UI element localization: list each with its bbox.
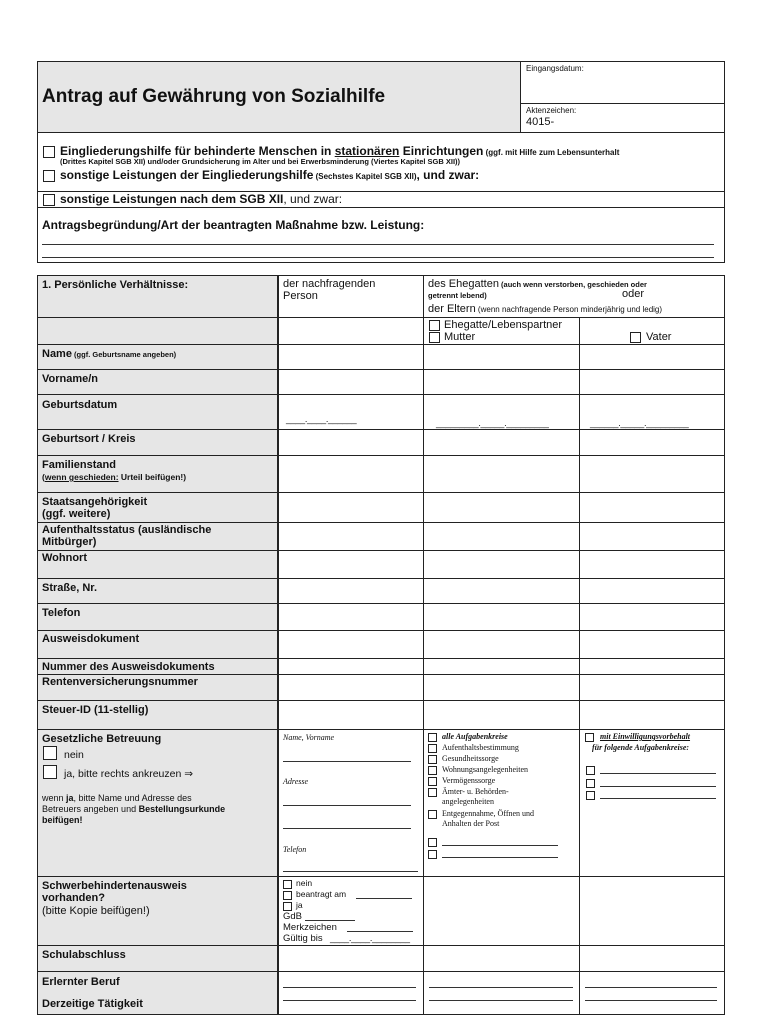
einwilligung-line-1[interactable] (600, 773, 716, 774)
begruendung-line-1[interactable] (42, 244, 714, 245)
schwer-gueltig-field[interactable]: ____.____.________ (330, 933, 410, 943)
schwer-beantragt-checkbox[interactable] (283, 891, 292, 900)
geburtsdatum-person-field[interactable]: ____.____.______ (286, 414, 357, 424)
aufgabe-label-4: Vermögenssorge (442, 776, 496, 785)
aufgabe-label-6: Entgegennahme, Öffnen und (442, 809, 535, 818)
betreuer-adresse-line-2[interactable] (283, 828, 411, 829)
row-staats-label-2: (ggf. weitere) (42, 508, 111, 520)
aufgabe-label-5b: angelegenheiten (442, 797, 494, 806)
row-familienstand-label: Familienstand (42, 459, 116, 471)
row-rente-label: Rentenversicherungsnummer (42, 676, 198, 688)
einwilligung-checkbox-3[interactable] (586, 791, 595, 800)
row-staats-label: Staatsangehörigkeit (42, 496, 148, 508)
einwilligung-line-2[interactable] (600, 786, 716, 787)
betreuer-telefon-line[interactable] (283, 871, 418, 872)
aufgabe-label-5: Ämter- u. Behörden- (442, 787, 509, 796)
col-person-label: der nachfragenden (283, 278, 376, 290)
schwer-ja-checkbox[interactable] (283, 902, 292, 911)
schwer-nein-label: nein (296, 878, 313, 888)
aufgabe-checkbox-2[interactable] (428, 755, 437, 764)
einwilligung-checkbox-2[interactable] (586, 779, 595, 788)
beruf-line-person[interactable] (283, 987, 416, 988)
row-beruf-label: Erlernter Beruf (42, 976, 120, 988)
col-eltern-label: der Eltern (428, 303, 476, 315)
mutter-checkbox[interactable] (429, 332, 440, 343)
betreuer-telefon-label: Telefon (283, 845, 307, 854)
vater-checkbox[interactable] (630, 332, 641, 343)
schwer-title-3: (bitte Kopie beifügen!) (42, 905, 150, 917)
schwer-ja-label: ja (296, 900, 303, 910)
aufgabe-checkbox-4[interactable] (428, 777, 437, 786)
row-steuer-label: Steuer-ID (11-stellig) (42, 704, 149, 716)
row-name-note: (ggf. Geburtsname angeben) (71, 350, 177, 359)
row-aufenthalt-label: Aufenthaltsstatus (ausländische (42, 524, 212, 536)
option-stationaer-label-b: Einrichtungen (399, 144, 484, 158)
einwilligung-label: mit Einwilligungsvorbehalt (600, 732, 691, 741)
betreuung-nein-label: nein (64, 749, 84, 761)
row-ausweis-label: Ausweisdokument (42, 633, 140, 645)
vater-label: Vater (646, 331, 672, 343)
schwer-title: Schwerbehindertenausweis (42, 880, 187, 892)
schwer-nein-checkbox[interactable] (283, 880, 292, 889)
betreuung-hint3: beifügen! (42, 815, 83, 825)
row-vorname-label: Vorname/n (42, 373, 99, 385)
einwilligung-checkbox[interactable] (585, 733, 594, 742)
option-stationaer-label: Eingliederungshilfe für behinderte Menschen in (60, 144, 335, 158)
taetig-line-person[interactable] (283, 1000, 416, 1001)
mutter-label: Mutter (444, 331, 476, 343)
einwilligung-checkbox-1[interactable] (586, 766, 595, 775)
betreuung-nein-checkbox[interactable] (43, 746, 57, 760)
col-ehegatte-label: des Ehegatten (428, 278, 499, 290)
alle-aufgaben-label: alle Aufgabenkreise (442, 732, 508, 741)
aufgabe-checkbox-3[interactable] (428, 766, 437, 775)
betreuung-hint-b: ja (66, 793, 74, 803)
row-strasse-label: Straße, Nr. (42, 582, 98, 594)
aufgabe-checkbox-6[interactable] (428, 810, 437, 819)
begruendung-label: Antragsbegründung/Art der beantragten Maßnahme bzw. Leistung: (42, 218, 425, 232)
option-sgb12-tail: , und zwar: (283, 192, 343, 206)
aufgabe-checkbox-7[interactable] (428, 838, 437, 847)
row-name-label: Name (42, 348, 72, 360)
begruendung-line-2[interactable] (42, 257, 714, 258)
betreuung-hint2-a: Betreuers angeben und (42, 804, 139, 814)
col-eltern-note: (wenn nachfragende Person minderjährig und ledig) (475, 305, 663, 314)
schwer-merkzeichen-line[interactable] (347, 931, 413, 932)
row-ausweisnr-label: Nummer des Ausweisdokuments (42, 661, 215, 673)
row-familienstand-note: Urteil beifügen!) (118, 472, 187, 482)
eingangsdatum-label: Eingangsdatum: (526, 64, 584, 73)
option-stationaer-note: (ggf. mit Hilfe zum Lebensunterhalt (483, 148, 620, 157)
col-ehegatte-note-2: getrennt lebend) (428, 291, 487, 300)
aufgabe-checkbox-8[interactable] (428, 850, 437, 859)
sonstige-eingliederung-checkbox[interactable] (43, 170, 55, 182)
schwer-beantragt-label: beantragt am (296, 889, 347, 899)
persoenliche-verhaeltnisse-heading: 1. Persönliche Verhältnisse: (42, 279, 189, 291)
beruf-line-ehegatte[interactable] (429, 987, 573, 988)
taetig-line-ehegatte[interactable] (429, 1000, 573, 1001)
page-title: Antrag auf Gewährung von Sozialhilfe (42, 86, 386, 107)
option-stationaer-note2: (Drittes Kapitel SGB XII) und/oder Grundsicherung im Alter und bei Erwerbsminderung (Viertes Kapitel SGB XII)) (60, 157, 461, 166)
betreuung-ja-label: ja, bitte rechts ankreuzen ⇒ (64, 768, 194, 780)
betreuer-name-line[interactable] (283, 761, 411, 762)
aufgabe-label-2: Gesundheitssorge (442, 754, 499, 763)
betreuer-adresse-label: Adresse (283, 777, 309, 786)
betreuung-ja-checkbox[interactable] (43, 765, 57, 779)
stationaer-checkbox[interactable] (43, 146, 55, 158)
aufgabe-checkbox-5[interactable] (428, 788, 437, 797)
sonstige-sgb12-checkbox[interactable] (43, 194, 55, 206)
geburtsdatum-ehegatte-field[interactable]: _________._____._________ (436, 418, 549, 428)
betreuer-name-label: Name, Vorname (283, 733, 335, 742)
eingangsdatum-field[interactable] (522, 74, 722, 102)
option-eingliederung-tail: , und zwar: (416, 168, 480, 182)
schwer-gdb-label: GdB (283, 911, 303, 922)
row-schulabschluss-label: Schulabschluss (42, 949, 126, 961)
schwer-title-2: vorhanden? (42, 892, 105, 904)
col-person-label-2: Person (283, 290, 318, 302)
col-ehegatte-note: (auch wenn verstorben, geschieden oder (498, 280, 647, 289)
row-taetigkeit-label: Derzeitige Tätigkeit (42, 998, 143, 1010)
ehegatte-checkbox[interactable] (429, 320, 440, 331)
schwer-gdb-line[interactable] (305, 920, 355, 921)
row-aufenthalt-label-2: Mitbürger) (42, 536, 97, 548)
betreuer-adresse-line-1[interactable] (283, 805, 411, 806)
betreuung-hint-a: wenn (42, 793, 67, 803)
row-geburtsort-label: Geburtsort / Kreis (42, 433, 136, 445)
aufgabe-checkbox-1[interactable] (428, 744, 437, 753)
alle-aufgaben-checkbox[interactable] (428, 733, 437, 742)
row-telefon-label: Telefon (42, 607, 81, 619)
einwilligung-line-3[interactable] (600, 798, 716, 799)
betreuung-hint-c: , bitte Name und Adresse des (73, 793, 192, 803)
aufgabe-label-6b: Anhalten der Post (442, 819, 500, 828)
beruf-line-vater[interactable] (585, 987, 717, 988)
row-wohnort-label: Wohnort (42, 552, 88, 564)
aufgabe-line-7[interactable] (442, 845, 558, 846)
row-geburtsdatum-label: Geburtsdatum (42, 399, 118, 411)
row-familienstand-note-u: wenn geschieden: (44, 472, 119, 482)
einwilligung-label-2: für folgende Aufgabenkreise: (592, 743, 690, 752)
option-eingliederung-note: (Sechstes Kapitel SGB XII) (313, 172, 417, 181)
ehegatte-label: Ehegatte/Lebenspartner (444, 319, 563, 331)
aufgabe-label-3: Wohnungsangelegenheiten (442, 765, 528, 774)
option-stationaer-underlined: stationären (334, 144, 400, 158)
aufgabe-line-8[interactable] (442, 857, 558, 858)
taetig-line-vater[interactable] (585, 1000, 717, 1001)
schwer-merkzeichen-label: Merkzeichen (283, 922, 337, 933)
option-sgb12-label: sonstige Leistungen nach dem SGB XII (60, 192, 284, 206)
betreuung-hint2-b: Bestellungsurkunde (138, 804, 226, 814)
aktenzeichen-value[interactable]: 4015- (526, 116, 555, 128)
geburtsdatum-vater-field[interactable]: ______._____._________ (590, 418, 689, 428)
aufgabe-label-1: Aufenthaltsbestimmung (442, 743, 519, 752)
schwer-gueltig-label: Gültig bis (283, 933, 323, 944)
aktenzeichen-label: Aktenzeichen: (526, 106, 577, 115)
option-eingliederung-label: sonstige Leistungen der Eingliederungshilfe (60, 168, 314, 182)
betreuung-title: Gesetzliche Betreuung (42, 733, 162, 745)
schwer-beantragt-line[interactable] (356, 898, 412, 899)
col-oder-label: oder (622, 288, 645, 300)
